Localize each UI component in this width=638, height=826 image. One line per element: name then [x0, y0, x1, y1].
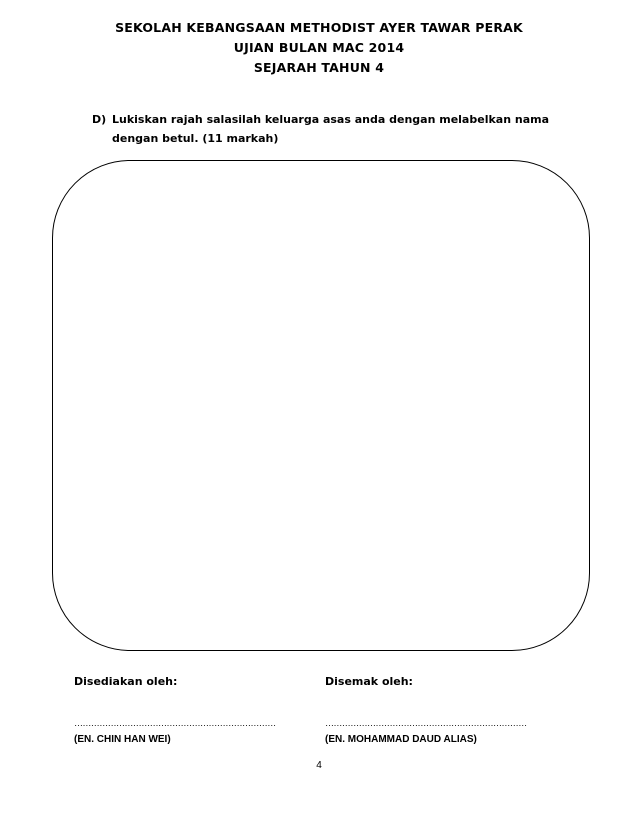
checked-by-label: Disemak oleh:: [325, 675, 413, 688]
question-label: D): [92, 113, 107, 126]
checked-by-block: [325, 675, 545, 755]
prepared-by-label: Disediakan oleh:: [74, 675, 178, 688]
question-text: Lukiskan rajah salasilah keluarga asas anda dengan melabelkan nama dengan betul. (11 markah): [112, 113, 549, 145]
prepared-by-name: (EN. CHIN HAN WEI): [74, 734, 171, 745]
page-number: 4: [316, 760, 322, 771]
exam-title: UJIAN BULAN MAC 2014: [233, 40, 405, 55]
subject-title: SEJARAH TAHUN 4: [253, 60, 385, 75]
question-d: [92, 110, 562, 148]
document-header: [0, 18, 638, 78]
answer-drawing-box: [52, 160, 590, 651]
checked-by-signature-line: ………………………………………………………………: [325, 718, 527, 728]
school-name: SEKOLAH KEBANGSAAN METHODIST AYER TAWAR PERAK: [115, 20, 523, 35]
prepared-by-block: [74, 675, 294, 755]
prepared-by-signature-line: ………………………………………………………………: [74, 718, 276, 728]
checked-by-name: (EN. MOHAMMAD DAUD ALIAS): [325, 734, 477, 745]
